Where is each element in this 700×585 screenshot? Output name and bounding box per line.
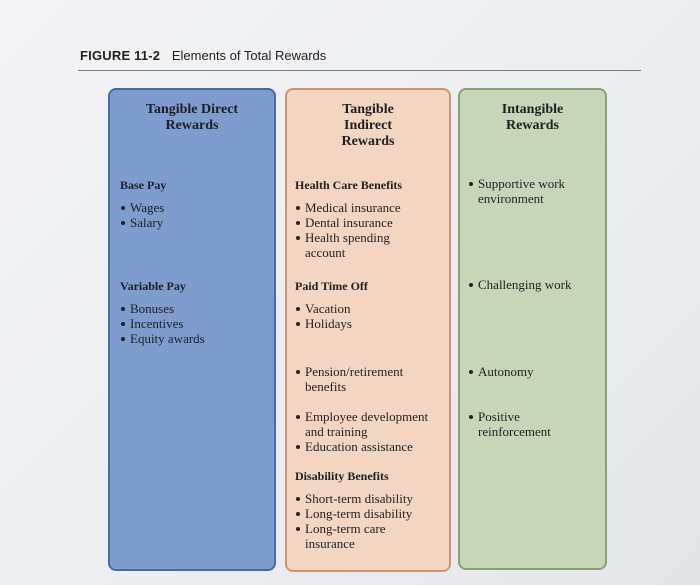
figure-header <box>80 48 326 63</box>
section-heading: Variable Pay <box>120 279 186 293</box>
intangible-item <box>468 277 603 292</box>
section-heading: Paid Time Off <box>295 279 368 293</box>
list-item: Long-term disability <box>295 506 445 521</box>
list-item: Bonuses <box>120 301 205 316</box>
figure-title: Elements of Total Rewards <box>171 48 327 63</box>
list-item: Positive reinforcement <box>468 409 578 439</box>
disability-section <box>295 469 445 551</box>
development-section <box>295 409 447 454</box>
list-item: Incentives <box>120 316 205 331</box>
column-tangible-direct <box>108 88 276 571</box>
figure-label: FIGURE 11-2 <box>80 48 161 63</box>
list-item: Equity awards <box>120 331 205 346</box>
column-title: Tangible Direct Rewards <box>145 102 239 133</box>
list-item: Challenging work <box>468 277 603 292</box>
list-item: Salary <box>120 215 166 230</box>
list-item: Long-term care insurance <box>295 521 405 551</box>
variable-pay-section <box>120 279 205 346</box>
section-heading: Disability Benefits <box>295 469 389 483</box>
intangible-item <box>468 409 578 439</box>
header-rule <box>78 70 641 71</box>
list-item: Short-term disability <box>295 491 445 506</box>
list-item: Health spending account <box>295 230 415 260</box>
base-pay-section <box>120 178 166 230</box>
list-item: Medical insurance <box>295 200 445 215</box>
pension-section <box>295 364 435 394</box>
list-item: Pension/retirement benefits <box>295 364 435 394</box>
list-item: Holidays <box>295 316 445 331</box>
health-care-section <box>295 178 445 260</box>
section-heading: Base Pay <box>120 178 167 192</box>
column-intangible <box>458 88 607 570</box>
intangible-item <box>468 364 598 379</box>
column-title: Intangible Rewards <box>501 102 564 133</box>
list-item: Vacation <box>295 301 445 316</box>
paid-time-off-section <box>295 279 445 331</box>
section-heading: Health Care Benefits <box>295 178 403 192</box>
list-item: Supportive work environment <box>468 176 598 206</box>
list-item: Autonomy <box>468 364 598 379</box>
column-title: Tangible Indirect Rewards <box>341 102 395 149</box>
intangible-item <box>468 176 598 206</box>
list-item: Dental insurance <box>295 215 445 230</box>
list-item: Employee development and training <box>295 409 447 439</box>
list-item: Wages <box>120 200 166 215</box>
list-item: Education assistance <box>295 439 447 454</box>
column-tangible-indirect <box>285 88 451 572</box>
